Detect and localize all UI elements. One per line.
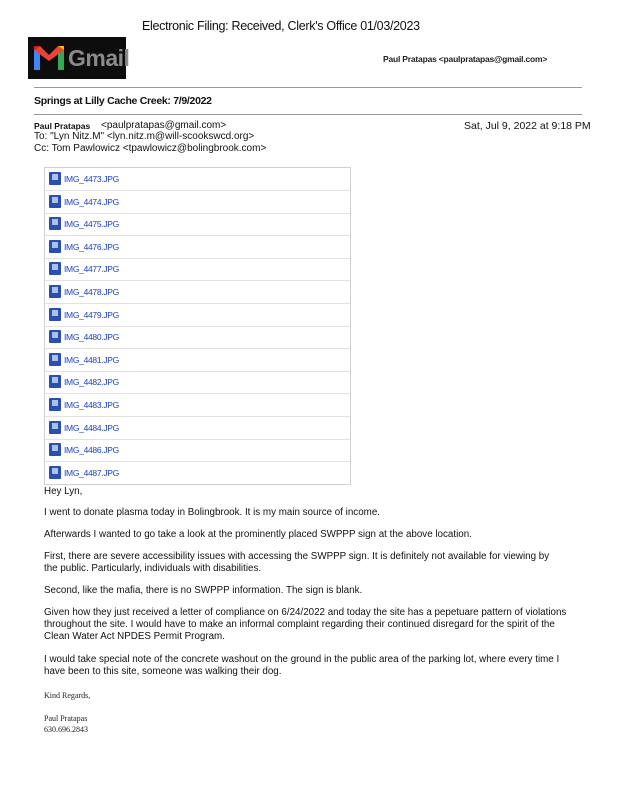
sender-email: <paulpratapas@gmail.com> xyxy=(101,120,227,131)
image-file-icon xyxy=(49,262,61,275)
attachment-link[interactable]: IMG_4479.JPG xyxy=(64,309,119,320)
account-label: Paul Pratapas <paulpratapas@gmail.com> xyxy=(383,54,548,64)
gmail-wordmark: Gmail xyxy=(68,45,130,71)
body-paragraph: Given how they just received a letter of compliance on 6/24/2022 and today the site has a pepetuare pattern of violations throughout the site. I would have to make an informal complaint regarding their continued disregard for the spirit of the Clean Water Act NPDES Permit Program. xyxy=(44,607,567,642)
attachment-link[interactable]: IMG_4473.JPG xyxy=(64,174,119,184)
attachment-link[interactable]: IMG_4476.JPG xyxy=(64,241,119,252)
image-file-icon xyxy=(49,308,61,321)
attachment-item[interactable] xyxy=(45,439,350,462)
sender-name: Paul Pratapas xyxy=(34,121,91,131)
image-file-icon xyxy=(49,285,61,298)
filing-stamp: Electronic Filing: Received, Clerk's Office 01/03/2023 xyxy=(142,19,420,33)
recipient-cc: Cc: Tom Pawlowicz <tpawlowicz@bolingbrook.com> xyxy=(34,143,267,154)
email-subject: Springs at Lilly Cache Creek: 7/9/2022 xyxy=(34,95,212,107)
attachment-item[interactable] xyxy=(45,191,350,214)
image-file-icon xyxy=(49,330,61,343)
body-paragraph: I would take special note of the concrete washout on the ground in the public area of the parking lot, where every time I have been to this site, someone was walking their dog. xyxy=(44,654,560,677)
attachment-link[interactable]: IMG_4487.JPG xyxy=(64,467,119,478)
attachment-link[interactable]: IMG_4486.JPG xyxy=(64,445,119,456)
image-file-icon xyxy=(49,421,61,434)
recipient-to: To: "Lyn Nitz.M" <lyn.nitz.m@will-scookswcd.org> xyxy=(34,131,255,142)
attachment-item[interactable] xyxy=(45,326,350,349)
attachment-link[interactable]: IMG_4478.JPG xyxy=(64,287,119,297)
image-file-icon xyxy=(49,240,61,253)
attachment-item[interactable] xyxy=(45,304,350,327)
email-greeting: Hey Lyn, xyxy=(44,486,83,497)
attachment-link[interactable]: IMG_4480.JPG xyxy=(64,332,119,343)
gmail-logo xyxy=(28,37,130,79)
attachment-link[interactable]: IMG_4483.JPG xyxy=(64,400,119,410)
gmail-m-icon xyxy=(34,46,64,70)
attachment-link[interactable]: IMG_4477.JPG xyxy=(64,264,119,275)
attachment-link[interactable]: IMG_4484.JPG xyxy=(64,422,119,433)
attachment-item[interactable] xyxy=(45,417,350,440)
image-file-icon xyxy=(49,466,61,479)
attachment-item[interactable] xyxy=(45,258,350,281)
attachment-item[interactable] xyxy=(45,371,350,394)
attachment-item[interactable] xyxy=(45,462,350,484)
attachment-item[interactable] xyxy=(45,236,350,259)
attachment-item[interactable] xyxy=(45,281,350,304)
image-file-icon xyxy=(49,353,61,366)
attachment-link[interactable]: IMG_4474.JPG xyxy=(64,196,119,207)
attachment-link[interactable]: IMG_4475.JPG xyxy=(64,219,119,230)
signature-block: Paul Pratapas 630.696.2843 xyxy=(44,714,88,734)
body-paragraph: Afterwards I wanted to go take a look at the prominently placed SWPPP sign at the above location. xyxy=(44,529,472,540)
image-file-icon xyxy=(49,443,61,456)
image-file-icon xyxy=(49,172,61,185)
closing-line: Kind Regards, xyxy=(44,691,91,700)
attachment-item[interactable] xyxy=(45,213,350,236)
body-paragraph: Second, like the mafia, there is no SWPPP information. The sign is blank. xyxy=(44,585,363,596)
attachment-link[interactable]: IMG_4482.JPG xyxy=(64,377,119,388)
attachment-item[interactable] xyxy=(45,349,350,372)
image-file-icon xyxy=(49,375,61,388)
image-file-icon xyxy=(49,217,61,230)
body-paragraph: First, there are severe accessibility issues with accessing the SWPPP sign. It is definitely not available for viewing by the public. Particularly, individuals with disabilities. xyxy=(44,551,550,574)
subject-divider xyxy=(34,114,582,115)
image-file-icon xyxy=(49,398,61,411)
attachment-link[interactable]: IMG_4481.JPG xyxy=(64,354,119,365)
image-file-icon xyxy=(49,195,61,208)
message-date: Sat, Jul 9, 2022 at 9:18 PM xyxy=(464,120,591,132)
attachment-item[interactable] xyxy=(45,168,350,191)
attachment-item[interactable] xyxy=(45,394,350,417)
body-paragraph: I went to donate plasma today in Bolingbrook. It is my main source of income. xyxy=(44,507,380,518)
header-divider xyxy=(34,87,582,88)
attachment-list xyxy=(44,167,351,485)
